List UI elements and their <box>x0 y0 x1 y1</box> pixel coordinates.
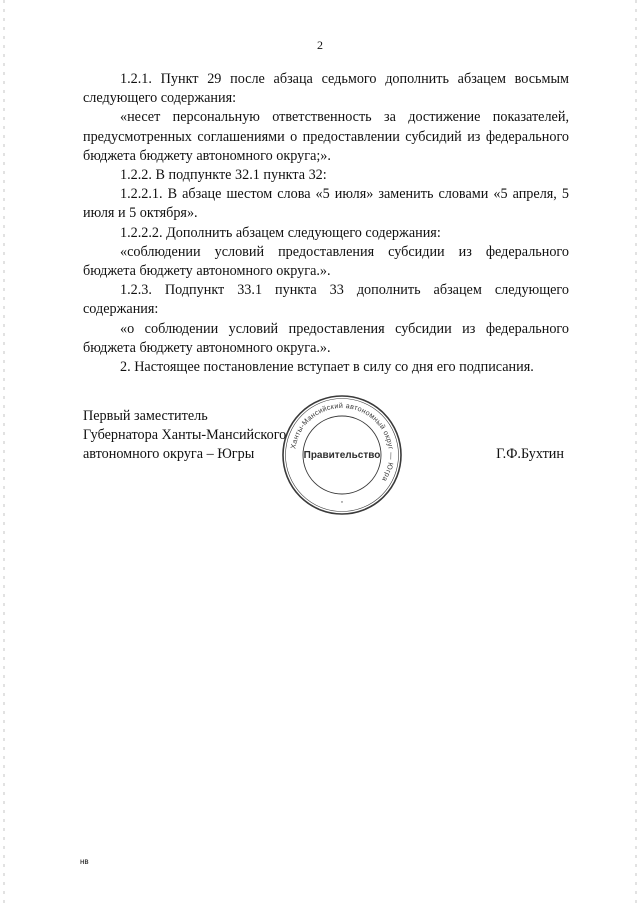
seal-ring-text: Ханты-Мансийский автономный округ — Югра <box>288 400 397 484</box>
paragraph-2-effective: 2. Настоящее постановление вступает в силу со дня его подписания. <box>120 359 534 376</box>
signatory-position-line-1: Первый заместитель <box>83 408 208 424</box>
paragraph-1-2-2-1: 1.2.2.1. В абзаце шестом слова «5 июля» заменить словами «5 апреля, 5 июля и 5 октября». <box>83 186 569 222</box>
page-number: 2 <box>317 38 323 52</box>
paragraph-1-2-1: 1.2.1. Пункт 29 после абзаца седьмого дополнить абзацем восьмым следующего содержания: <box>83 71 569 107</box>
signatory-name: Г.Ф.Бухтин <box>496 446 564 462</box>
paragraph-1-2-2: 1.2.2. В подпункте 32.1 пункта 32: <box>120 167 327 184</box>
paragraph-quote-compliance-2: «о соблюдении условий предоставления субсидии из федерального бюджета бюджету автономного округа.». <box>83 320 569 356</box>
paragraph-quote-responsibility: «несет персональную ответственность за достижение показателей, предусмотренных соглашениями о предоставлении субсидий из федерального бюджета бюджету автономного округа;». <box>83 109 569 164</box>
scan-edge-right <box>635 0 637 905</box>
seal-center-text: Правительство <box>303 450 381 461</box>
document-body <box>83 70 569 377</box>
signatory-position-line-2: Губернатора Ханты-Мансийского <box>83 427 287 444</box>
scan-edge-left <box>3 0 5 905</box>
signatory-position <box>83 407 286 465</box>
seal-star-icon: * <box>341 501 343 507</box>
official-seal <box>280 393 404 517</box>
signatory-position-line-3: автономного округа – Югры <box>83 446 255 463</box>
paragraph-1-2-3: 1.2.3. Подпункт 33.1 пункта 33 дополнить абзацем следующего содержания: <box>83 282 569 318</box>
executor-initials: нв <box>80 857 89 866</box>
paragraph-1-2-2-2: 1.2.2.2. Дополнить абзацем следующего содержания: <box>120 224 441 241</box>
paragraph-quote-compliance-1: «соблюдении условий предоставления субсидии из федерального бюджета бюджету автономного округа.». <box>83 243 569 280</box>
